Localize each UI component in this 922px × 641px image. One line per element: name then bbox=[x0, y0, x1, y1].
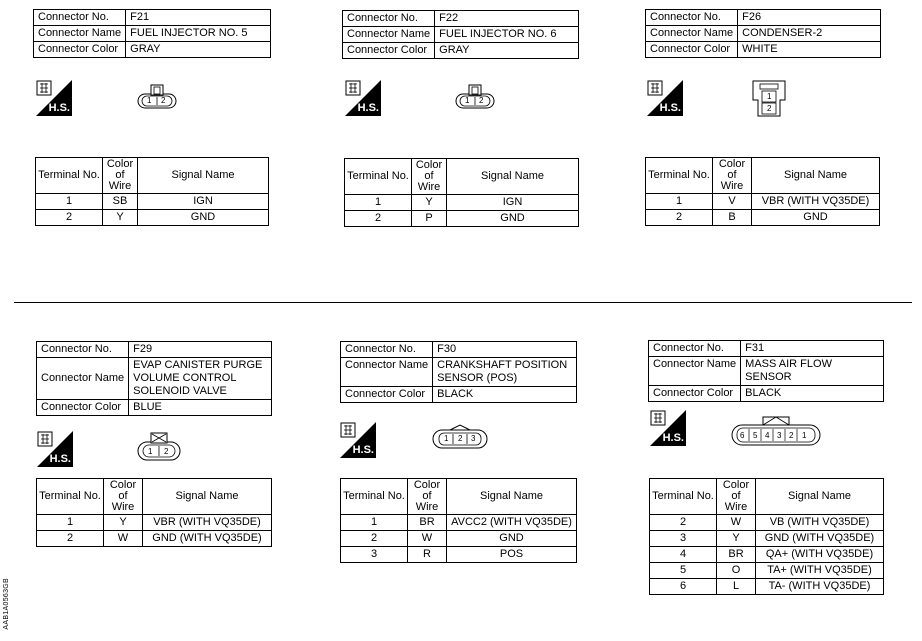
connector-color-label: Connector Color bbox=[341, 387, 433, 403]
connector-no-value: F30 bbox=[433, 342, 577, 358]
terminal-no: 1 bbox=[345, 195, 412, 211]
hs-icon bbox=[340, 422, 376, 458]
connector-info-f22 bbox=[342, 10, 579, 59]
pin-4: 4 bbox=[765, 431, 770, 440]
pin-2: 2 bbox=[164, 447, 169, 456]
connector-color-value: GRAY bbox=[435, 43, 579, 59]
signal-name: TA+ (WITH VQ35DE) bbox=[756, 563, 884, 579]
connector-info-f31 bbox=[648, 340, 884, 402]
connector-name-label: Connector Name bbox=[343, 27, 435, 43]
terminal-no-header: Terminal No. bbox=[646, 158, 713, 194]
signal-name: IGN bbox=[447, 195, 579, 211]
wire-color: Y bbox=[717, 531, 756, 547]
connector-color-label: Connector Color bbox=[649, 386, 741, 402]
pin-2: 2 bbox=[458, 434, 463, 443]
wire-color-header: Color of Wire bbox=[104, 479, 143, 515]
terminal-no-header: Terminal No. bbox=[36, 158, 103, 194]
hs-label: H.S. bbox=[357, 102, 379, 114]
wire-color-header: Color of Wire bbox=[717, 479, 756, 515]
terminal-no: 1 bbox=[36, 194, 103, 210]
wire-color: BR bbox=[408, 515, 447, 531]
connector-no-label: Connector No. bbox=[37, 342, 129, 358]
connector-color-label: Connector Color bbox=[34, 42, 126, 58]
hs-icon bbox=[647, 80, 683, 116]
terminal-no: 6 bbox=[650, 579, 717, 595]
connector-name-value: CONDENSER-2 bbox=[738, 26, 881, 42]
wire-color: W bbox=[408, 531, 447, 547]
connector-info-f26 bbox=[645, 9, 881, 58]
connector-no-label: Connector No. bbox=[649, 341, 741, 357]
wire-color: B bbox=[713, 210, 752, 226]
signal-name: GND bbox=[447, 211, 579, 227]
connector-no-label: Connector No. bbox=[343, 11, 435, 27]
hs-icon bbox=[37, 431, 73, 467]
terminal-no: 4 bbox=[650, 547, 717, 563]
pin-2: 2 bbox=[789, 431, 794, 440]
pin-1: 1 bbox=[802, 431, 807, 440]
connector-no-label: Connector No. bbox=[646, 10, 738, 26]
signal-name: GND bbox=[138, 210, 269, 226]
pin-2: 2 bbox=[767, 104, 772, 113]
connector-face-f26 bbox=[752, 80, 788, 123]
terminal-table-f22 bbox=[344, 158, 579, 227]
connector-info-f29 bbox=[36, 341, 272, 416]
terminal-no-header: Terminal No. bbox=[650, 479, 717, 515]
pin-1: 1 bbox=[444, 434, 449, 443]
hs-label: H.S. bbox=[48, 102, 70, 114]
hs-icon bbox=[345, 80, 381, 116]
signal-name: POS bbox=[447, 547, 577, 563]
connector-name-label: Connector Name bbox=[341, 358, 433, 387]
wire-color: R bbox=[408, 547, 447, 563]
connector-name-label: Connector Name bbox=[646, 26, 738, 42]
terminal-no: 1 bbox=[341, 515, 408, 531]
signal-name: VB (WITH VQ35DE) bbox=[756, 515, 884, 531]
wire-color-header: Color of Wire bbox=[408, 479, 447, 515]
terminal-no: 1 bbox=[37, 515, 104, 531]
figure-id: AAB1A0563GB bbox=[3, 578, 10, 630]
connector-no-label: Connector No. bbox=[34, 10, 126, 26]
wire-color-header: Color of Wire bbox=[412, 159, 447, 195]
pin-3: 3 bbox=[777, 431, 782, 440]
signal-name: GND bbox=[447, 531, 577, 547]
pin-2: 2 bbox=[479, 96, 484, 105]
terminal-no: 2 bbox=[37, 531, 104, 547]
terminal-no: 3 bbox=[650, 531, 717, 547]
connector-name-value: EVAP CANISTER PURGE VOLUME CONTROL SOLENOID VALVE bbox=[129, 358, 272, 400]
terminal-table-f26 bbox=[645, 157, 880, 226]
hs-icon bbox=[36, 80, 72, 116]
wire-color: Y bbox=[412, 195, 447, 211]
connector-name-label: Connector Name bbox=[37, 358, 129, 400]
wire-color-header: Color of Wire bbox=[103, 158, 138, 194]
hs-label: H.S. bbox=[49, 453, 71, 465]
terminal-no-header: Terminal No. bbox=[341, 479, 408, 515]
pin-1: 1 bbox=[148, 447, 153, 456]
signal-name: GND (WITH VQ35DE) bbox=[143, 531, 272, 547]
signal-name-header: Signal Name bbox=[138, 158, 269, 194]
terminal-no: 2 bbox=[345, 211, 412, 227]
signal-name-header: Signal Name bbox=[447, 479, 577, 515]
signal-name: GND (WITH VQ35DE) bbox=[756, 531, 884, 547]
connector-no-label: Connector No. bbox=[341, 342, 433, 358]
pin-1: 1 bbox=[147, 96, 152, 105]
wire-color: V bbox=[713, 194, 752, 210]
pin-1: 1 bbox=[767, 92, 772, 101]
wire-color: P bbox=[412, 211, 447, 227]
connector-name-label: Connector Name bbox=[649, 357, 741, 386]
connector-face-f21 bbox=[137, 84, 179, 115]
connector-color-value: GRAY bbox=[126, 42, 271, 58]
hs-icon bbox=[650, 410, 686, 446]
connector-name-value: MASS AIR FLOW SENSOR bbox=[741, 357, 884, 386]
section-divider bbox=[14, 302, 912, 303]
terminal-no: 2 bbox=[646, 210, 713, 226]
signal-name: GND bbox=[752, 210, 880, 226]
signal-name-header: Signal Name bbox=[143, 479, 272, 515]
connector-no-value: F21 bbox=[126, 10, 271, 26]
wire-color: L bbox=[717, 579, 756, 595]
terminal-no-header: Terminal No. bbox=[37, 479, 104, 515]
signal-name-header: Signal Name bbox=[752, 158, 880, 194]
signal-name: QA+ (WITH VQ35DE) bbox=[756, 547, 884, 563]
connector-name-value: FUEL INJECTOR NO. 6 bbox=[435, 27, 579, 43]
hs-label: H.S. bbox=[352, 444, 374, 456]
connector-no-value: F22 bbox=[435, 11, 579, 27]
connector-no-value: F31 bbox=[741, 341, 884, 357]
signal-name: VBR (WITH VQ35DE) bbox=[143, 515, 272, 531]
pin-6: 6 bbox=[740, 431, 745, 440]
connector-face-f22 bbox=[455, 84, 497, 115]
terminal-no: 1 bbox=[646, 194, 713, 210]
connector-no-value: F29 bbox=[129, 342, 272, 358]
connector-name-label: Connector Name bbox=[34, 26, 126, 42]
wire-color: Y bbox=[104, 515, 143, 531]
hs-label: H.S. bbox=[662, 432, 684, 444]
signal-name: AVCC2 (WITH VQ35DE) bbox=[447, 515, 577, 531]
wire-color: SB bbox=[103, 194, 138, 210]
connector-info-f21 bbox=[33, 9, 271, 58]
signal-name-header: Signal Name bbox=[447, 159, 579, 195]
terminal-no: 3 bbox=[341, 547, 408, 563]
signal-name: VBR (WITH VQ35DE) bbox=[752, 194, 880, 210]
connector-name-value: FUEL INJECTOR NO. 5 bbox=[126, 26, 271, 42]
terminal-no: 2 bbox=[341, 531, 408, 547]
connector-face-f29 bbox=[137, 432, 183, 467]
wire-color: O bbox=[717, 563, 756, 579]
terminal-no: 2 bbox=[36, 210, 103, 226]
connector-color-value: BLACK bbox=[741, 386, 884, 402]
connector-face-f31 bbox=[731, 413, 823, 452]
wire-color-header: Color of Wire bbox=[713, 158, 752, 194]
connector-face-f30 bbox=[432, 424, 490, 455]
terminal-table-f31 bbox=[649, 478, 884, 595]
terminal-no-header: Terminal No. bbox=[345, 159, 412, 195]
wire-color: W bbox=[104, 531, 143, 547]
terminal-no: 2 bbox=[650, 515, 717, 531]
connector-color-label: Connector Color bbox=[343, 43, 435, 59]
pin-2: 2 bbox=[161, 96, 166, 105]
connector-color-value: BLACK bbox=[433, 387, 577, 403]
signal-name: IGN bbox=[138, 194, 269, 210]
wire-color: Y bbox=[103, 210, 138, 226]
terminal-no: 5 bbox=[650, 563, 717, 579]
hs-label: H.S. bbox=[659, 102, 681, 114]
connector-color-label: Connector Color bbox=[37, 400, 129, 416]
connector-color-value: WHITE bbox=[738, 42, 881, 58]
wire-color: BR bbox=[717, 547, 756, 563]
terminal-table-f30 bbox=[340, 478, 577, 563]
pin-3: 3 bbox=[471, 434, 476, 443]
connector-no-value: F26 bbox=[738, 10, 881, 26]
connector-info-f30 bbox=[340, 341, 577, 403]
connector-color-value: BLUE bbox=[129, 400, 272, 416]
signal-name: TA- (WITH VQ35DE) bbox=[756, 579, 884, 595]
pin-5: 5 bbox=[753, 431, 758, 440]
pin-1: 1 bbox=[465, 96, 470, 105]
signal-name-header: Signal Name bbox=[756, 479, 884, 515]
wire-color: W bbox=[717, 515, 756, 531]
connector-color-label: Connector Color bbox=[646, 42, 738, 58]
connector-name-value: CRANKSHAFT POSITION SENSOR (POS) bbox=[433, 358, 577, 387]
terminal-table-f21 bbox=[35, 157, 269, 226]
terminal-table-f29 bbox=[36, 478, 272, 547]
